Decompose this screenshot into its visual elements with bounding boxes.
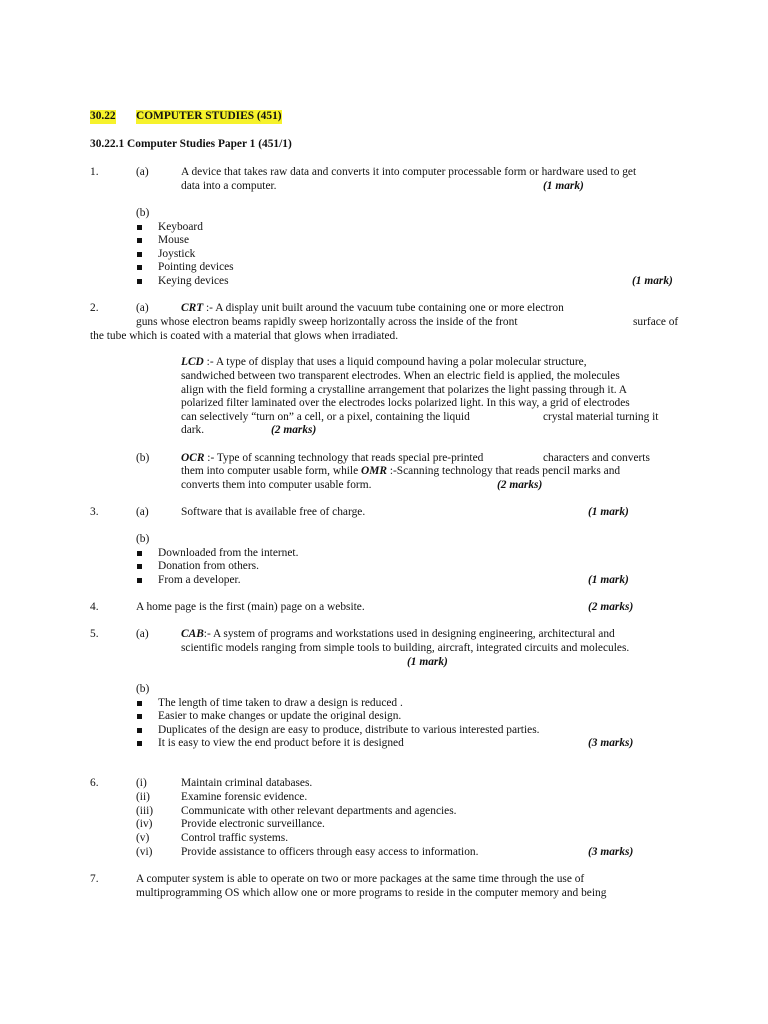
term-ocr: OCR bbox=[181, 452, 205, 464]
answer-line: surface of bbox=[633, 316, 679, 328]
part-label: (a) bbox=[136, 628, 149, 640]
term-crt: CRT bbox=[181, 302, 204, 314]
answer-line bbox=[181, 302, 564, 316]
answer-line: scientific models ranging from simple tools to building, aircraft, integrated circuits and molecules. bbox=[181, 642, 630, 654]
answer-line bbox=[181, 356, 587, 370]
answer-line bbox=[181, 628, 615, 642]
item-label: (v) bbox=[136, 832, 150, 844]
mark-allocation: (1 mark) bbox=[543, 180, 584, 192]
answer-line: can selectively “turn on” a cell, or a pixel, containing the liquid bbox=[181, 411, 470, 423]
definition-text: :- A display unit built around the vacuum tube containing one or more electron bbox=[206, 302, 564, 314]
item-label: (ii) bbox=[136, 791, 150, 803]
definition-text: :- Type of scanning technology that reads special pre-printed bbox=[207, 452, 484, 464]
bullet-icon bbox=[137, 225, 142, 230]
answer-line: A computer system is able to operate on two or more packages at the same time through the use of bbox=[136, 873, 585, 885]
mark-allocation: (2 marks) bbox=[271, 424, 317, 436]
list-item: Joystick bbox=[158, 248, 196, 260]
list-item: The length of time taken to draw a design is reduced . bbox=[158, 697, 403, 709]
section-title: COMPUTER STUDIES (451) bbox=[136, 110, 282, 122]
answer-line: converts them into computer usable form. bbox=[181, 479, 372, 491]
bullet-icon bbox=[137, 564, 142, 569]
question-number: 6. bbox=[90, 777, 99, 789]
list-item: Control traffic systems. bbox=[181, 832, 289, 844]
list-item: It is easy to view the end product before it is designed bbox=[158, 737, 404, 749]
answer-line: A home page is the first (main) page on a website. bbox=[136, 601, 365, 613]
question-number: 5. bbox=[90, 628, 99, 640]
question-number: 7. bbox=[90, 873, 99, 885]
term-lcd: LCD bbox=[181, 356, 204, 368]
part-label: (b) bbox=[136, 683, 150, 695]
mark-allocation: (3 marks) bbox=[588, 737, 634, 749]
list-item: Maintain criminal databases. bbox=[181, 777, 313, 789]
answer-line: data into a computer. bbox=[181, 180, 277, 192]
answer-line: guns whose electron beams rapidly sweep horizontally across the inside of the front bbox=[136, 316, 518, 328]
question-number: 1. bbox=[90, 166, 99, 178]
answer-line: sandwiched between two transparent electrodes. When an electric field is applied, the molecules bbox=[181, 370, 620, 382]
bullet-icon bbox=[137, 265, 142, 270]
bullet-icon bbox=[137, 279, 142, 284]
mark-allocation: (2 marks) bbox=[588, 601, 634, 613]
answer-line: Software that is available free of charge. bbox=[181, 506, 366, 518]
item-label: (vi) bbox=[136, 846, 153, 858]
part-label: (a) bbox=[136, 506, 149, 518]
bullet-icon bbox=[137, 714, 142, 719]
list-item: From a developer. bbox=[158, 574, 241, 586]
answer-line: crystal material turning it bbox=[543, 411, 659, 423]
part-label: (a) bbox=[136, 166, 149, 178]
list-item: Communicate with other relevant departments and agencies. bbox=[181, 805, 457, 817]
bullet-icon bbox=[137, 252, 142, 257]
mark-allocation: (1 mark) bbox=[588, 574, 629, 586]
definition-text: :-Scanning technology that reads pencil marks and bbox=[389, 465, 621, 477]
bullet-icon bbox=[137, 578, 142, 583]
question-number: 2. bbox=[90, 302, 99, 314]
part-label: (b) bbox=[136, 207, 150, 219]
answer-line bbox=[181, 452, 483, 466]
mark-allocation: (1 mark) bbox=[407, 656, 448, 668]
paper-title: 30.22.1 Computer Studies Paper 1 (451/1) bbox=[90, 138, 292, 150]
part-label: (b) bbox=[136, 533, 150, 545]
mark-allocation: (2 marks) bbox=[497, 479, 543, 491]
bullet-icon bbox=[137, 741, 142, 746]
answer-line: polarized filter laminated over the electrodes locks polarized light. In this way, a grid of electrodes bbox=[181, 397, 630, 409]
answer-line bbox=[181, 465, 620, 479]
answer-line: align with the field forming a crystalline arrangement that polarizes the light passing through it. A bbox=[181, 384, 628, 396]
answer-line: characters and converts bbox=[543, 452, 650, 464]
list-item: Pointing devices bbox=[158, 261, 234, 273]
item-label: (i) bbox=[136, 777, 147, 789]
mark-allocation: (1 mark) bbox=[588, 506, 629, 518]
list-item: Duplicates of the design are easy to produce, distribute to various interested parties. bbox=[158, 724, 540, 736]
list-item: Examine forensic evidence. bbox=[181, 791, 308, 803]
list-item: Provide assistance to officers through easy access to information. bbox=[181, 846, 479, 858]
list-item: Keying devices bbox=[158, 275, 229, 287]
definition-text: :- A type of display that uses a liquid compound having a polar molecular structure, bbox=[206, 356, 587, 368]
bullet-icon bbox=[137, 701, 142, 706]
list-item: Easier to make changes or update the original design. bbox=[158, 710, 402, 722]
list-item: Mouse bbox=[158, 234, 190, 246]
mark-allocation: (3 marks) bbox=[588, 846, 634, 858]
list-item: Keyboard bbox=[158, 221, 203, 233]
question-number: 3. bbox=[90, 506, 99, 518]
section-number: 30.22 bbox=[90, 110, 116, 122]
answer-line: A device that takes raw data and converts it into computer processable form or hardware used to get bbox=[181, 166, 637, 178]
part-label: (b) bbox=[136, 452, 150, 464]
question-number: 4. bbox=[90, 601, 99, 613]
mark-allocation: (1 mark) bbox=[632, 275, 673, 287]
answer-line: multiprogramming OS which allow one or more programs to reside in the computer memory and being bbox=[136, 887, 607, 899]
term-omr: OMR bbox=[361, 465, 387, 477]
list-item: Provide electronic surveillance. bbox=[181, 818, 325, 830]
answer-line: the tube which is coated with a material that glows when irradiated. bbox=[90, 330, 399, 342]
item-label: (iii) bbox=[136, 805, 154, 817]
item-label: (iv) bbox=[136, 818, 153, 830]
bullet-icon bbox=[137, 551, 142, 556]
list-item: Downloaded from the internet. bbox=[158, 547, 299, 559]
bullet-icon bbox=[137, 238, 142, 243]
part-label: (a) bbox=[136, 302, 149, 314]
list-item: Donation from others. bbox=[158, 560, 259, 572]
definition-text: :- A system of programs and workstations used in designing engineering, architectural and bbox=[203, 628, 615, 640]
answer-line: dark. bbox=[181, 424, 205, 436]
definition-text: them into computer usable form, while bbox=[181, 465, 359, 477]
term-cab: CAB bbox=[181, 628, 204, 640]
bullet-icon bbox=[137, 728, 142, 733]
